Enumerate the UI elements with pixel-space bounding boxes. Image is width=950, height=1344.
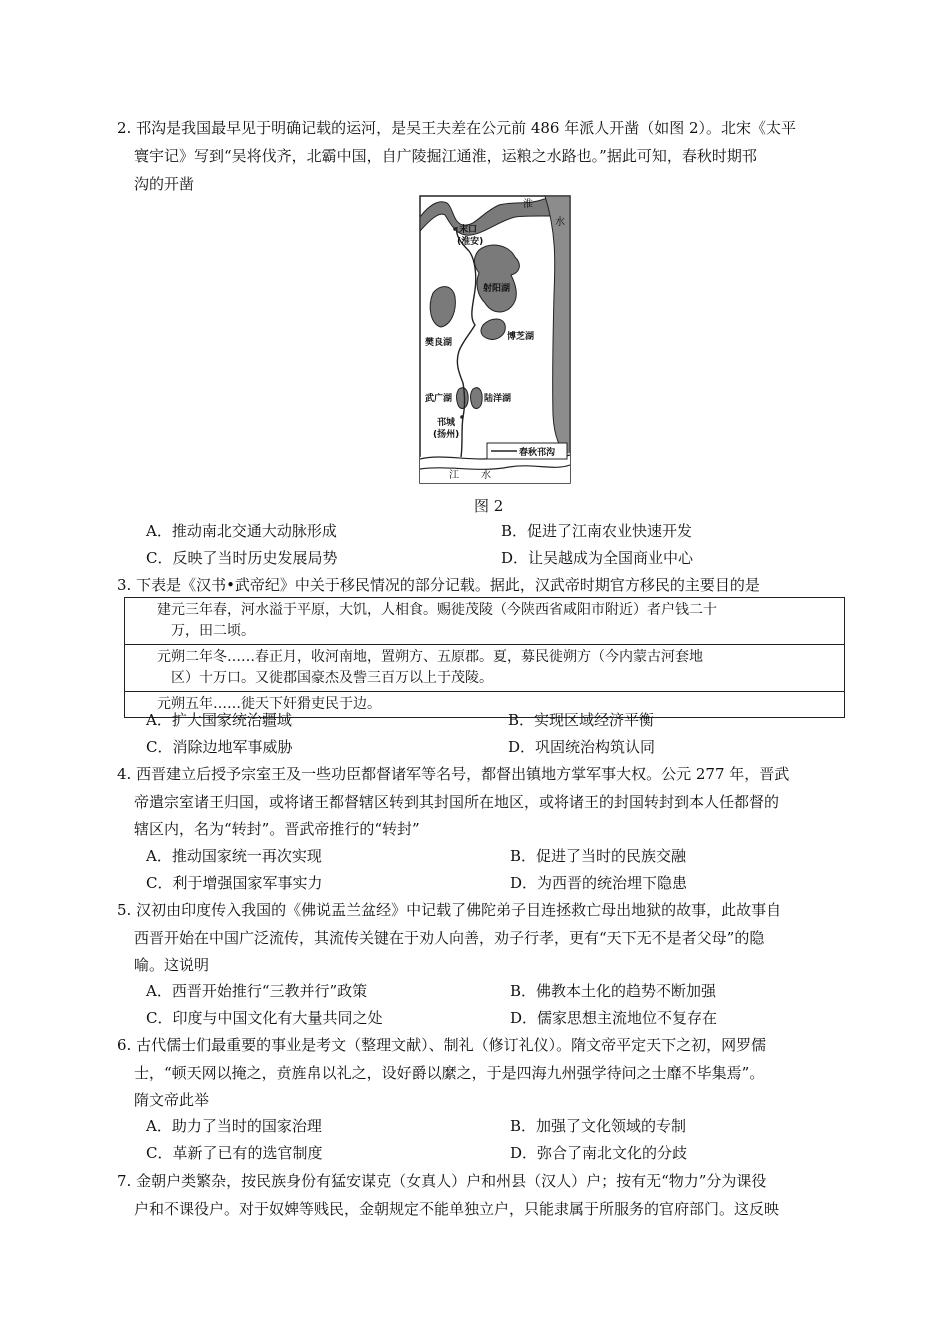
- map-label-yangzhou: (扬州): [433, 430, 460, 440]
- q2-line-1: 2. 邗沟是我国最早见于明确记载的运河，是吴王夫差在公元前 486 年派人开凿（如图 2）。北宋《太平: [117, 119, 797, 137]
- q2-option-a: A．推动南北交通大动脉形成: [146, 522, 337, 540]
- map-label-mokou: 末口: [459, 225, 478, 235]
- q5-option-d: D．儒家思想主流地位不复存在: [510, 1009, 718, 1027]
- q3-option-d: D．巩固统治构筑认同: [508, 738, 656, 756]
- record-3-line-1: 元朔五年……徙天下奸猾吏民于边。: [157, 696, 381, 712]
- q4-option-d: D．为西晋的统治埋下隐患: [510, 874, 688, 892]
- map-label-hancheng: 邗城: [437, 418, 456, 428]
- q2-option-d: D．让吴越成为全国商业中心: [501, 549, 694, 567]
- q3-option-b: B．实现区域经济平衡: [508, 711, 655, 729]
- table-cell: [125, 598, 845, 645]
- q6-line-3: 隋文帝此举: [134, 1091, 210, 1109]
- q2-line-2: 寰宇记》写到“吴将伐齐，北霸中国，自广陵掘江通淮，运粮之水路也。”据此可知，春秋时期邗: [134, 147, 757, 165]
- q5-option-a: A．西晋开始推行“三教并行”政策: [146, 982, 368, 1000]
- q6-option-d: D．弥合了南北文化的分歧: [510, 1144, 688, 1162]
- table-row: [125, 598, 845, 645]
- q5-line-1: 5. 汉初由印度传入我国的《佛说盂兰盆经》中记载了佛陀弟子目连拯救亡母出地狱的故事，此故事自: [117, 901, 782, 919]
- q5-option-c: C．印度与中国文化有大量共同之处: [146, 1009, 383, 1027]
- q4-option-b: B．促进了当时的民族交融: [510, 847, 687, 865]
- q5-line-3: 喻。这说明: [134, 956, 210, 974]
- q4-option-a: A．推动国家统一再次实现: [146, 847, 322, 865]
- map-label-jiang: 江: [449, 470, 459, 481]
- q5-option-b: B．佛教本土化的趋势不断加强: [510, 982, 717, 1000]
- map-label-shui-top: 水: [555, 217, 565, 228]
- q6-option-c: C．革新了已有的选官制度: [146, 1144, 323, 1162]
- q3-option-c: C．消除边地军事威胁: [146, 738, 293, 756]
- q6-line-1: 6. 古代儒士们最重要的事业是考文（整理文献）、制礼（修订礼仪）。隋文帝平定天下之初，网罗儒: [117, 1036, 767, 1054]
- map-label-shui-bottom: 水: [481, 470, 491, 481]
- q6-option-a: A．助力了当时的国家治理: [146, 1117, 322, 1135]
- figure-caption: 图 2: [474, 497, 504, 515]
- q4-line-1: 4. 西晋建立后授予宗室王及一些功臣都督诸军等名号，都督出镇地方掌军事大权。公元 277 年，晋武: [117, 765, 790, 783]
- map-label-fanliang: 樊良湖: [425, 338, 453, 348]
- q4-option-c: C．利于增强国家军事实力: [146, 874, 323, 892]
- map-label-sheyang: 射阳湖: [483, 284, 511, 294]
- q4-line-2: 帝遣宗室诸王归国，或将诸王都督辖区转到其封国所在地区，或将诸王的封国转封到本人任都督的: [134, 793, 780, 811]
- record-1-line-2: 万，田二顷。: [171, 623, 255, 639]
- map-figure: [419, 195, 571, 484]
- q2-line-3: 沟的开凿: [134, 175, 195, 193]
- q7-line-1: 7. 金朝户类繁杂，按民族身份有猛安谋克（女真人）户和州县（汉人）户；按有无“物力”分为课役: [117, 1172, 767, 1190]
- table-row: [125, 645, 845, 692]
- q6-line-2: 士，“顿天网以掩之，贲旌帛以礼之，设好爵以縻之，于是四海九州强学待问之士靡不毕集焉”。: [134, 1064, 765, 1082]
- q2-option-c: C．反映了当时历史发展局势: [146, 549, 338, 567]
- q3-option-a: A．扩大国家统治疆域: [146, 711, 292, 729]
- q7-line-2: 户和不课役户。对于奴婢等贱民，金朝规定不能单独立户，只能隶属于所服务的官府部门。这反映: [134, 1200, 780, 1218]
- table-cell: [125, 645, 845, 692]
- hangou-map: [419, 195, 571, 484]
- record-2-line-1: 元朔二年冬……春正月，收河南地，置朔方、五原郡。夏，募民徙朔方（今内蒙古河套地: [157, 649, 703, 665]
- q2-option-b: B．促进了江南农业快速开发: [501, 522, 693, 540]
- map-label-wuguang: 武广湖: [425, 394, 453, 404]
- migration-records-table: [124, 597, 845, 718]
- map-label-luyang: 陆洋湖: [484, 394, 512, 404]
- q3-stem: 3. 下表是《汉书•武帝纪》中关于移民情况的部分记载。据此，汉武帝时期官方移民的主要目的是: [117, 576, 760, 594]
- map-legend-label: 春秋邗沟: [519, 448, 556, 458]
- q6-option-b: B．加强了文化领域的专制: [510, 1117, 687, 1135]
- q4-line-3: 辖区内，名为“转封”。晋武帝推行的“转封”: [134, 820, 420, 838]
- map-label-bozhi: 博芝湖: [507, 332, 535, 342]
- q5-line-2: 西晋开始在中国广泛流传，其流传关键在于劝人向善，劝子行孝，更有“天下无不是者父母”的隐: [134, 929, 765, 947]
- record-1-line-1: 建元三年春，河水溢于平原，大饥，人相食。赐徙茂陵（今陕西省咸阳市附近）者户钱二十: [157, 602, 717, 618]
- map-label-huaian: (淮安): [457, 237, 484, 247]
- map-label-huai: 淮: [523, 199, 533, 210]
- record-2-line-2: 区）十万口。又徙郡国豪杰及訾三百万以上于茂陵。: [171, 670, 493, 686]
